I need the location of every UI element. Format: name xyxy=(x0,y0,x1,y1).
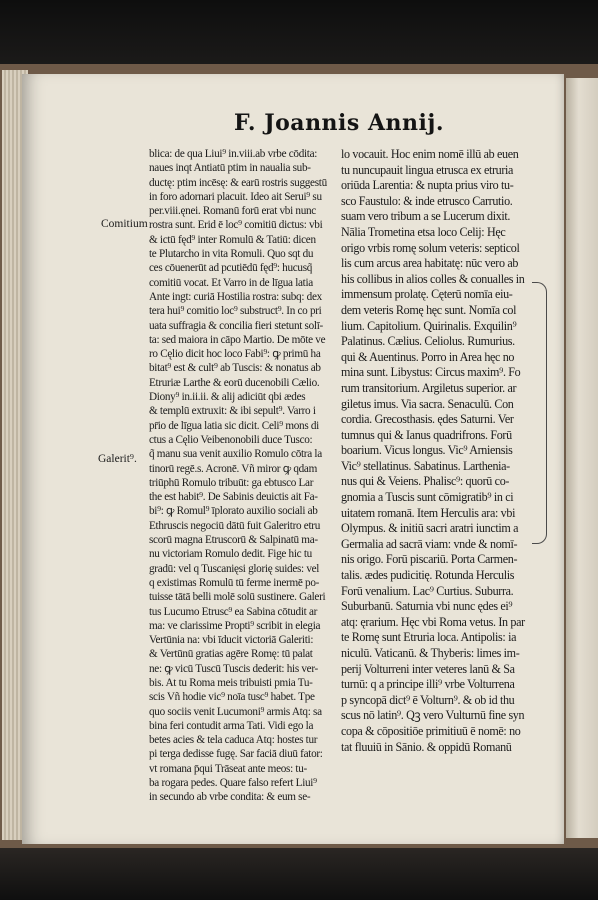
text-line: & templū extruxit: & ibi sepult⁹. Varro i xyxy=(149,405,316,418)
text-line: vt romana p̄qui Trāseat ante meos: tu- xyxy=(149,762,307,775)
text-line: atq: ęrarium. Hęc vbi Roma vetus. In par xyxy=(341,614,525,629)
text-line: uata suffragia & concilia fieri stetunt solī- xyxy=(149,319,323,332)
text-line: blica: de qua Liui⁹ in.viii.ab vrbe cōdita: xyxy=(149,148,318,160)
text-line: ces cōuenerūt ad pcutiēdū fęd⁹: hucusq̃ xyxy=(149,262,313,275)
text-line: nu victoriam Romulo dedit. Fige hic tu xyxy=(149,548,312,561)
text-line: Suburbanū. Saturnia vbi nunc ędes ei⁹ xyxy=(341,599,513,614)
text-line: tera hui⁹ comitio loc⁹ substruct⁹. In co pri xyxy=(149,305,322,318)
text-line: origo vrbis romę solum veteris: septicol xyxy=(341,240,520,255)
text-line: turnū: q a principe illi⁹ vrbe Volturrena xyxy=(341,677,515,692)
text-line: rostra sunt. Erid ē loc⁹ comitiū dictus: vbi xyxy=(149,219,323,232)
text-line: bitat⁹ est & cult⁹ ab Tuscis: & nonatus ab xyxy=(149,362,321,375)
text-line: Olympus. & initiū sacri aratri iunctim a xyxy=(341,521,519,536)
text-line: sco Faustulo: & inde etrusco Carrutio. xyxy=(341,193,513,208)
text-line: ta: sed maiora in cāpo Martio. De mōte ve xyxy=(149,333,326,346)
text-line: Vic⁹ stellatinus. Sabatinus. Larthenia- xyxy=(341,458,510,473)
text-line: his collibus in alios colles & conualles in xyxy=(341,271,525,286)
text-line: dem veteris Romę hęc sunt. Nomīa col xyxy=(341,302,517,317)
text-line: triūphū Romulo tribuūt: ga ebtusco Lar xyxy=(149,476,314,489)
text-line: lis cum arcus area habitatę: nūc vero ab xyxy=(341,256,519,271)
marginal-bracket xyxy=(532,282,547,544)
text-line: Nālia Trometina etsa loco Celij: Hęc xyxy=(341,224,506,239)
text-line: mina sunt. Libystus: Circus maxim⁹. Fo xyxy=(341,365,521,380)
text-line: Germalia ad sacrā viam: vnde & nomī- xyxy=(341,536,518,551)
text-line: gnomia a Tuscis sunt cōmigratib⁹ in ci xyxy=(341,490,514,505)
text-line: quo sociis venit Lucumoni⁹ armis Atq: sa xyxy=(149,705,322,718)
text-line: gradū: vel q Tuscanięsi glorię suides: vel xyxy=(149,562,320,575)
text-line: te Romę sunt Etruria loca. Antipolis: ia xyxy=(341,630,517,645)
text-line: scis Vñ hodie vic⁹ noīa tusc⁹ habet. Tpe xyxy=(149,691,315,704)
text-line: Etruriæ Larthe & eorū ducenobili Cælio. xyxy=(149,376,320,389)
text-line: boarium. Vicus longus. Vic⁹ Arniensis xyxy=(341,443,513,458)
margin-note-comitium: Comitium xyxy=(101,218,148,230)
text-line: rum transitorium. Argiletus superior. ar xyxy=(341,380,517,395)
text-line: Ante ingt: curiā Hostilia rostra: subq: dex xyxy=(149,290,322,303)
text-column-right xyxy=(341,147,541,754)
text-line: bi⁹: ꝙ Romul⁹ īplorato auxilio sociali ab xyxy=(149,505,318,518)
text-line: & ictū fęd⁹ inter Romulū & Tatiū: dicen xyxy=(149,233,316,246)
text-line: q existimas Romulū tū ferme inermē po- xyxy=(149,576,320,589)
text-line: qui & Auentinus. Porro in Area hęc no xyxy=(341,349,515,364)
text-line: per.viii.ęneі. Romanū forū erat vbi nunc xyxy=(149,205,316,218)
text-column-left xyxy=(149,147,333,804)
text-line: scorū magna Etruscorū & Salpinatū ma- xyxy=(149,534,318,547)
text-line: lium. Capitolium. Quirinalis. Exquilin⁹ xyxy=(341,318,517,333)
text-line: Ethruscis negociū dātū fuit Galeritro etru xyxy=(149,519,321,532)
text-line: bina feri contudit arma Tati. Vidi ego la xyxy=(149,719,314,732)
text-line: nus qui & Veiens. Phalisc⁹: quorū co- xyxy=(341,474,510,489)
text-line: bis. At tu Roma meis tribuisti pmia Tu- xyxy=(149,676,313,689)
running-title: F. Joannis Annij. xyxy=(234,110,444,136)
text-line: betes acies & tela caduca Atq: hostes tur xyxy=(149,734,318,747)
text-line: ne: ꝙ vicū Tuscū Tuscis dederit: his ver- xyxy=(149,662,318,675)
text-line: tumnus qui & Ianus quadrifrons. Forū xyxy=(341,427,512,442)
text-line: tuisse tātā belli molē solū sustinere. Galeri xyxy=(149,591,326,604)
facing-page-edge xyxy=(566,78,598,838)
text-line: tinorū regē.s. Acronē. Vñ miror ꝙ qdam xyxy=(149,462,317,475)
text-line: uitatem romanā. Item Herculis ara: vbi xyxy=(341,505,516,520)
text-line: immensum prolatę. Cęterū nomīa eiu- xyxy=(341,287,513,302)
text-line: suam vero tribum a se Lucerum dixit. xyxy=(341,209,511,224)
text-line: ctus a Cęlio Veibenonobili duce Tusco: xyxy=(149,433,313,446)
text-line: the est habit⁹. De Sabinis deuictis ait Fa- xyxy=(149,491,318,504)
text-line: lo vocauit. Hoc enim nomē illū ab euen xyxy=(341,147,519,161)
text-line: pr̄io de līgua latia sic dicit. Celi⁹ mons di xyxy=(149,419,319,432)
text-line: Vertūnia na: vbi īducit victoriā Galeriti: xyxy=(149,634,314,647)
text-line: Palatinus. Cælius. Celiolus. Rumurius. xyxy=(341,334,515,349)
text-line: niculū. Vaticanū. & Thyberis: limes im- xyxy=(341,646,520,660)
text-line: p syncopā dict⁹ ē Volturn⁹. & ob id thu xyxy=(341,692,515,707)
text-line: copa & cōpositiōe primitiuū ē nomē: no xyxy=(341,723,521,738)
text-line: talis. ædes pudicitię. Rotunda Herculis xyxy=(341,568,515,583)
text-line: & Vertūnū gratias agēre Romę: tū palat xyxy=(149,648,313,661)
margin-note-galeritus: Galerit⁹. xyxy=(98,453,137,465)
book-cover-top xyxy=(0,0,598,70)
text-line: ductę: ptim incēsę: & earū rostris suggestū xyxy=(149,176,327,189)
text-line: tus Lucumo Etrusc⁹ ea Sabina cōtudit ar xyxy=(149,605,318,618)
text-line: Forū venalium. Lac⁹ Curtius. Suburra. xyxy=(341,583,514,598)
text-line: cordia. Grecosthasis. ędes Saturni. Ver xyxy=(341,412,514,427)
text-line: in foro adornari placuit. Ideo ait Serui⁹ su xyxy=(149,190,322,203)
text-line: ro Cęlio dicit hoc loco Fabi⁹: ꝙ primū ha xyxy=(149,348,321,361)
text-line: naues inqt Antiatū ptim in naualia sub- xyxy=(149,162,311,175)
text-line: Diony⁹ in.ii.ii. & alij adiciūt qbi ædes xyxy=(149,391,306,404)
text-line: q̃ manu sua venit auxilio Romulo cōtra la xyxy=(149,448,322,461)
text-line: scus nō latin⁹. Qꝫ vero Vulturnū fine syn xyxy=(341,708,525,723)
text-line: oriūda Larentia: & nupta prius viro tu- xyxy=(341,178,514,193)
text-line: giletus imus. Via sacra. Senaculū. Con xyxy=(341,396,514,411)
text-line: in secundo ab vrbe condita: & eum se- xyxy=(149,791,311,804)
text-line: tat fluuiū in Sānio. & oppidū Romanū xyxy=(341,739,512,754)
text-line: te Plutarcho in vita Romuli. Quo sqt du xyxy=(149,248,314,261)
text-line: tu nuncupauit lingua etrusca ex etruria xyxy=(341,162,514,177)
text-line: ba rogara pedes. Quare falso refert Liui⁹ xyxy=(149,777,317,790)
text-line: comitiū vocat. Et Varro in de līgua latia xyxy=(149,276,313,289)
book-cover-bottom xyxy=(0,848,598,900)
text-line: ma: ve clarissime Propti⁹ scribit in elegia xyxy=(149,619,321,632)
text-line: nis origo. Forū piscariū. Porta Carmen- xyxy=(341,552,518,567)
text-line: pi terga dedisse fugę. Sar faciā diuū fator: xyxy=(149,748,323,761)
text-line: perij Volturreni inter veteres lanū & Sa xyxy=(341,661,515,676)
